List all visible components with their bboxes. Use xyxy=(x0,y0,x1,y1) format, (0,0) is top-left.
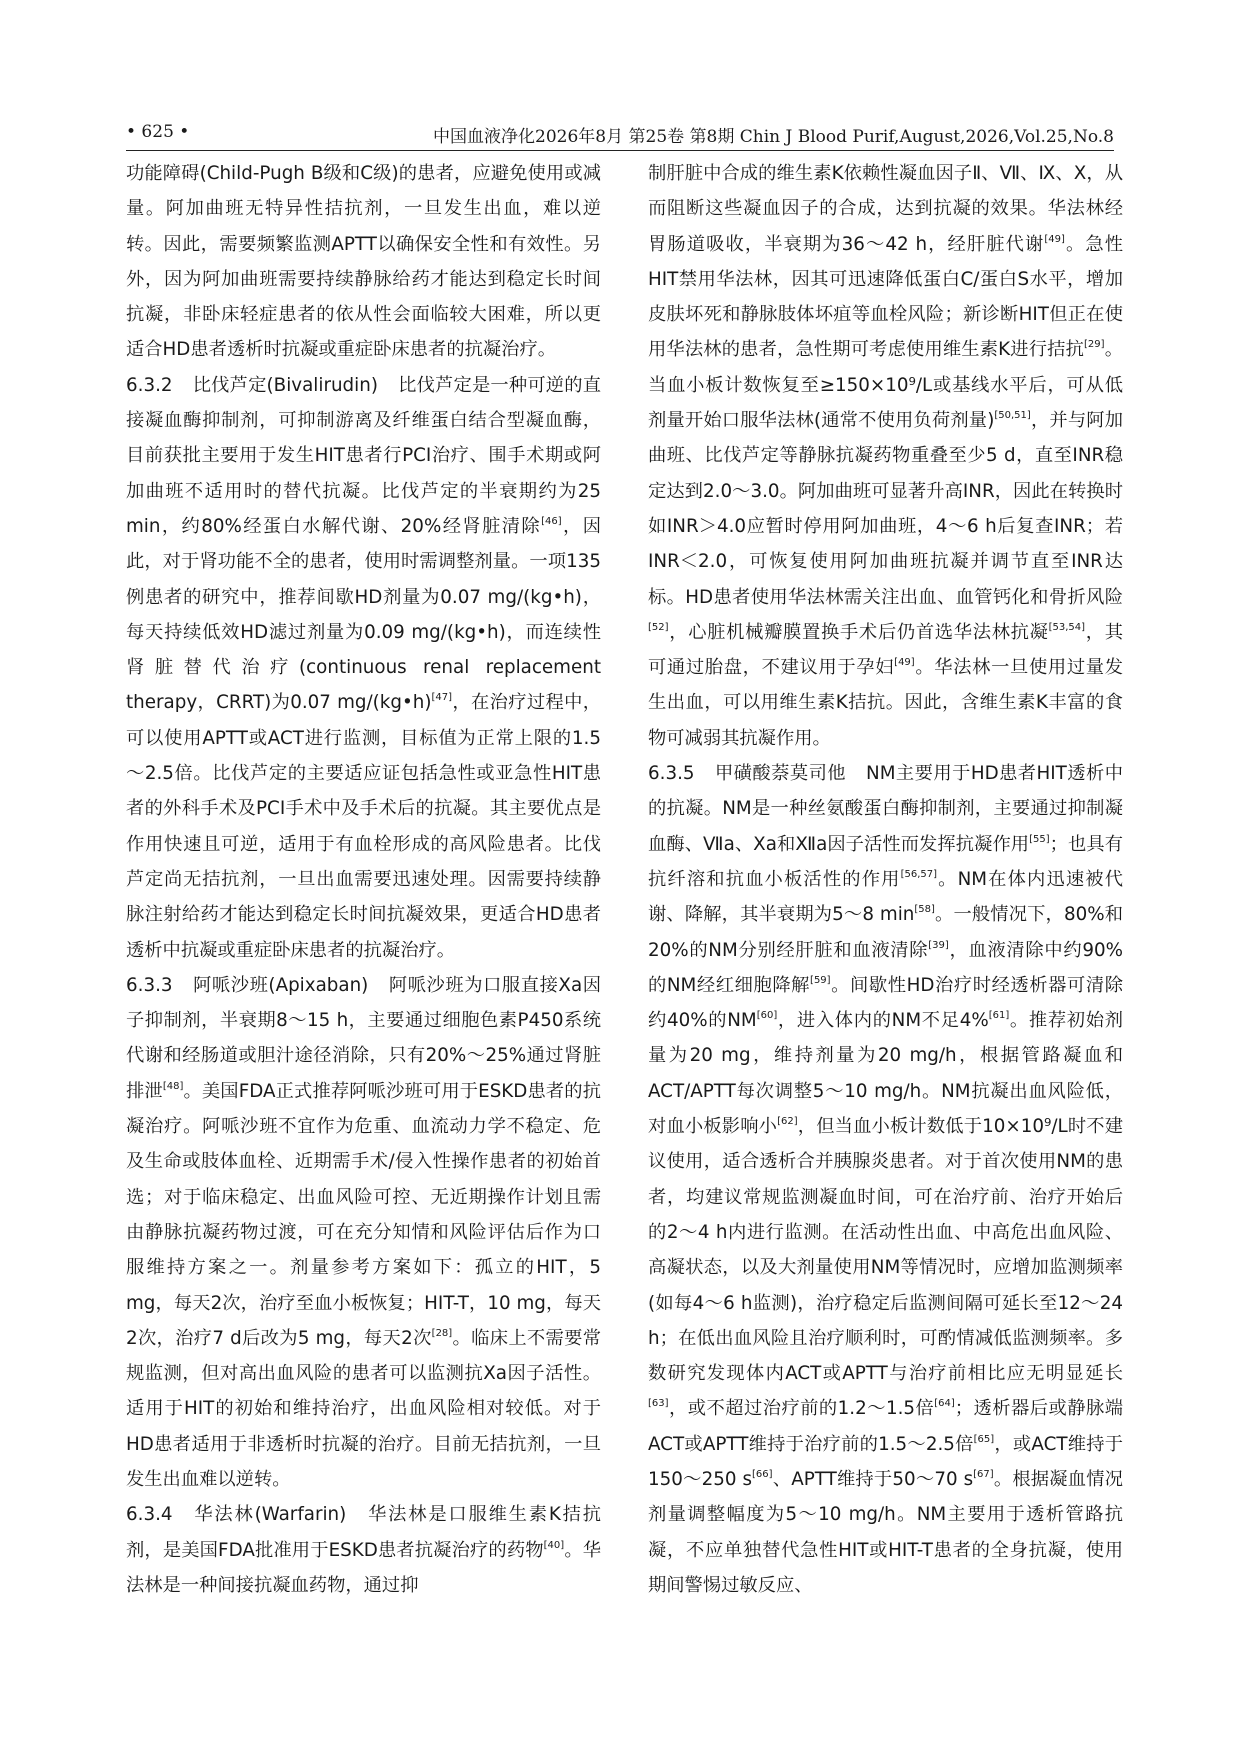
paragraph-text: 。华法林一旦使用过量发生出血，可以用维生素K拮抗。因此，含维生素K丰富的食物可减弱其抗凝作用。 xyxy=(648,657,1123,749)
body-paragraph xyxy=(648,156,1123,756)
citation-reference: [53,54] xyxy=(1048,621,1086,633)
paragraph-text: ，心脏机械瓣膜置换手术后仍首选华法林抗凝 xyxy=(668,621,1049,643)
citation-reference: [49] xyxy=(894,657,915,669)
paragraph-text: ，但当血小板计数低于10×10⁹/L时不建议使用，适合透析合并胰腺炎患者。对于首次使用NM的患者，均建议常规监测凝血时间，可在治疗前、治疗开始后的2～4 h内进行监测。在活动性出血、中高危出血风险、高凝状态，以及大剂量使用NM等情况时，应增加监测频率(如每4～6 h监测)，治疗稳定后监测间隔可延长至12～24 h；在低出血风险且治疗顺利时，可酌情减低监测频率。多数研究发现体内ACT或APTT与治疗前相比应无明显延长 xyxy=(648,1116,1123,1385)
citation-reference: [56,57] xyxy=(900,868,937,880)
paragraph-text: 。临床上不需要常规监测，但对高出血风险的患者可以监测抗Xa因子活性。适用于HIT的初始和维持治疗，出血风险相对较低。对于HD患者适用于非透析时抗凝的治疗。目前无拮抗剂，一旦发生出血难以逆转。 xyxy=(126,1327,601,1490)
citation-reference: [40] xyxy=(543,1539,565,1551)
paragraph-text: 。间歇性HD治疗时经透析器可清除约40%的NM xyxy=(648,974,1123,1032)
paragraph-text: ，血液清除中约90%的NM经红细胞降解 xyxy=(648,939,1123,996)
left-text-column xyxy=(126,156,601,1696)
section-number: 6.3.5 xyxy=(648,763,695,785)
citation-reference: [39] xyxy=(928,939,949,951)
citation-reference: [58] xyxy=(914,904,935,916)
section-number: 6.3.2 xyxy=(126,374,173,396)
paragraph-text: 。一般情况下，80%和20%的NM分别经肝脏和血液清除 xyxy=(648,904,1123,961)
paragraph-text: 比伐芦定是一种可逆的直接凝血酶抑制剂，可抑制游离及纤维蛋白结合型凝血酶，目前获批主要用于发生HIT患者行PCI治疗、围手术期或阿加曲班不适用时的替代抗凝。比伐芦定的半衰期约为25 min，约80%经蛋白水解代谢、20%经肾脏清除 xyxy=(126,374,601,537)
paragraph-text: ，在治疗过程中，可以使用APTT或ACT进行监测，目标值为正常上限的1.5～2.5倍。比伐芦定的主要适应证包括急性或亚急性HIT患者的外科手术及PCI手术中及手术后的抗凝。其主要优点是作用快速且可逆，适用于有血栓形成的高风险患者。比伐芦定尚无拮抗剂，一旦出血需要迅速处理。因需要持续静脉注射给药才能达到稳定长时间抗凝效果，更适合HD患者透析中抗凝或重症卧床患者的抗凝治疗。 xyxy=(126,692,601,961)
paragraph-text: 制肝脏中合成的维生素K依赖性凝血因子Ⅱ、Ⅶ、Ⅸ、X，从而阻断这些凝血因子的合成，达到抗凝的效果。华法林经胃肠道吸收，半衰期为36～42 h，经肝脏代谢 xyxy=(648,163,1123,255)
citation-reference: [59] xyxy=(810,974,831,986)
citation-reference: [61] xyxy=(988,1010,1010,1022)
citation-reference: [46] xyxy=(541,515,562,527)
section-title: 华法林(Warfarin) xyxy=(192,1504,347,1526)
section-paragraph xyxy=(126,1497,601,1603)
citation-reference: [47] xyxy=(431,692,452,704)
paragraph-text: 。美国FDA正式推荐阿哌沙班可用于ESKD患者的抗凝治疗。阿哌沙班不宜作为危重、血流动力学不稳定、危及生命或肢体血栓、近期需手术/侵入性操作患者的初始首选；对于临床稳定、出血风险可控、无近期操作计划且需由静脉抗凝药物过渡，可在充分知情和风险评估后作为口服维持方案之一。剂量参考方案如下：孤立的HIT，5 mg，每天2次，治疗至血小板恢复；HIT-T，10 mg，每天2次，治疗7 d后改为5 mg，每天2次 xyxy=(126,1080,601,1349)
paragraph-text: 华法林是口服维生素K拮抗剂，是美国FDA批准用于ESKD患者抗凝治疗的药物 xyxy=(126,1504,601,1561)
section-number: 6.3.4 xyxy=(126,1504,173,1526)
citation-reference: [29] xyxy=(1084,339,1105,351)
citation-reference: [50,51] xyxy=(994,410,1031,422)
section-paragraph xyxy=(126,968,601,1497)
paragraph-text: 阿哌沙班为口服直接Xa因子抑制剂，半衰期8～15 h，主要通过细胞色素P450系统代谢和经肠道或胆汁途径消除，只有20%～25%通过肾脏排泄 xyxy=(126,974,601,1102)
citation-reference: [49] xyxy=(1044,233,1065,245)
paragraph-text: NM主要用于HD患者HIT透析中的抗凝。NM是一种丝氨酸蛋白酶抑制剂，主要通过抑制凝血酶、Ⅶa、Xa和Ⅻa因子活性而发挥抗凝作用 xyxy=(648,763,1123,855)
citation-reference: [63] xyxy=(648,1398,669,1410)
running-header xyxy=(126,112,1114,151)
paragraph-text: 。当血小板计数恢复至≥150×10⁹/L或基线水平后，可从低剂量开始口服华法林(通常不使用负荷剂量) xyxy=(648,339,1123,432)
paragraph-text: ；透析器后或静脉端ACT或APTT维持于治疗前的1.5～2.5倍 xyxy=(648,1398,1123,1455)
body-paragraph xyxy=(126,156,601,368)
paragraph-text: ，并与阿加曲班、比伐芦定等静脉抗凝药物重叠至少5 d，直至INR稳定达到2.0～3.0。阿加曲班可显著升高INR，因此在转换时如INR＞4.0应暂时停用阿加曲班，4～6 h后复查INR；若INR＜2.0，可恢复使用阿加曲班抗凝并调节直至INR达标。HD患者使用华法林需关注出血、血管钙化和骨折风险 xyxy=(648,410,1123,608)
section-title: 甲磺酸萘莫司他 xyxy=(714,763,847,785)
paragraph-text: ，或ACT维持于150～250 s xyxy=(648,1433,1123,1490)
section-paragraph xyxy=(126,368,601,968)
section-number: 6.3.3 xyxy=(126,974,173,996)
paragraph-text: 功能障碍(Child-Pugh B级和C级)的患者，应避免使用或减量。阿加曲班无特异性拮抗剂，一旦发生出血，难以逆转。因此，需要频繁监测APTT以确保安全性和有效性。另外，因为阿加曲班需要持续静脉给药才能达到稳定长时间抗凝，非卧床轻症患者的依从性会面临较大困难，所以更适合HD患者透析时抗凝或重症卧床患者的抗凝治疗。 xyxy=(126,163,601,361)
journal-citation: 中国血液净化2026年8月 第25卷 第8期 Chin J Blood Purif,August,2026,Vol.25,No.8 xyxy=(433,127,1114,147)
paragraph-text: 。根据凝血情况剂量调整幅度为5～10 mg/h。NM主要用于透析管路抗凝，不应单独替代急性HIT或HIT-T患者的全身抗凝，使用期间警惕过敏反应、 xyxy=(648,1468,1123,1596)
right-text-column xyxy=(648,156,1123,1696)
paragraph-text: ，或不超过治疗前的1.2～1.5倍 xyxy=(668,1398,935,1420)
citation-reference: [60] xyxy=(756,1010,778,1022)
citation-reference: [65] xyxy=(973,1433,995,1445)
citation-reference: [52] xyxy=(648,621,669,633)
paragraph-text: ；也具有抗纤溶和抗血小板活性的作用 xyxy=(648,833,1123,890)
citation-reference: [66] xyxy=(752,1468,773,1480)
section-title: 比伐芦定(Bivalirudin) xyxy=(192,374,378,396)
citation-reference: [62] xyxy=(777,1116,798,1128)
section-title: 阿哌沙班(Apixaban) xyxy=(192,974,369,996)
citation-reference: [28] xyxy=(431,1327,453,1339)
citation-reference: [64] xyxy=(934,1398,955,1410)
citation-reference: [55] xyxy=(1029,833,1050,845)
paragraph-text: 。急性HIT禁用华法林，因其可迅速降低蛋白C/蛋白S水平，增加皮肤坏死和静脉肢体坏疽等血栓风险；新诊断HIT但正在使用华法林的患者，急性期可考虑使用维生素K进行拮抗 xyxy=(648,233,1123,361)
paragraph-text: 。推荐初始剂量为20 mg，维持剂量为20 mg/h，根据管路凝血和ACT/APTT每次调整5～10 mg/h。NM抗凝出血风险低，对血小板影响小 xyxy=(648,1010,1123,1138)
paragraph-text: 。华法林是一种间接抗凝血药物，通过抑 xyxy=(126,1539,601,1596)
paragraph-text: 。NM在体内迅速被代谢、降解，其半衰期为5～8 min xyxy=(648,868,1123,926)
page-number: • 625 • xyxy=(126,122,190,142)
citation-reference: [48] xyxy=(162,1080,184,1092)
citation-reference: [67] xyxy=(973,1468,994,1480)
paragraph-text: ，进入体内的NM不足4% xyxy=(777,1010,989,1032)
paragraph-text: 、APTT维持于50～70 s xyxy=(772,1468,974,1490)
paragraph-text: ，因此，对于肾功能不全的患者，使用时需调整剂量。一项135例患者的研究中，推荐间歇HD剂量为0.07 mg/(kg•h)，每天持续低效HD滤过剂量为0.09 mg/(kg•h)，而连续性肾脏替代治疗(continuous renal replacement therapy，CRRT)为0.07 mg/(kg•h) xyxy=(126,515,601,714)
section-paragraph xyxy=(648,756,1123,1603)
paragraph-text: ，其可通过胎盘，不建议用于孕妇 xyxy=(648,621,1123,679)
